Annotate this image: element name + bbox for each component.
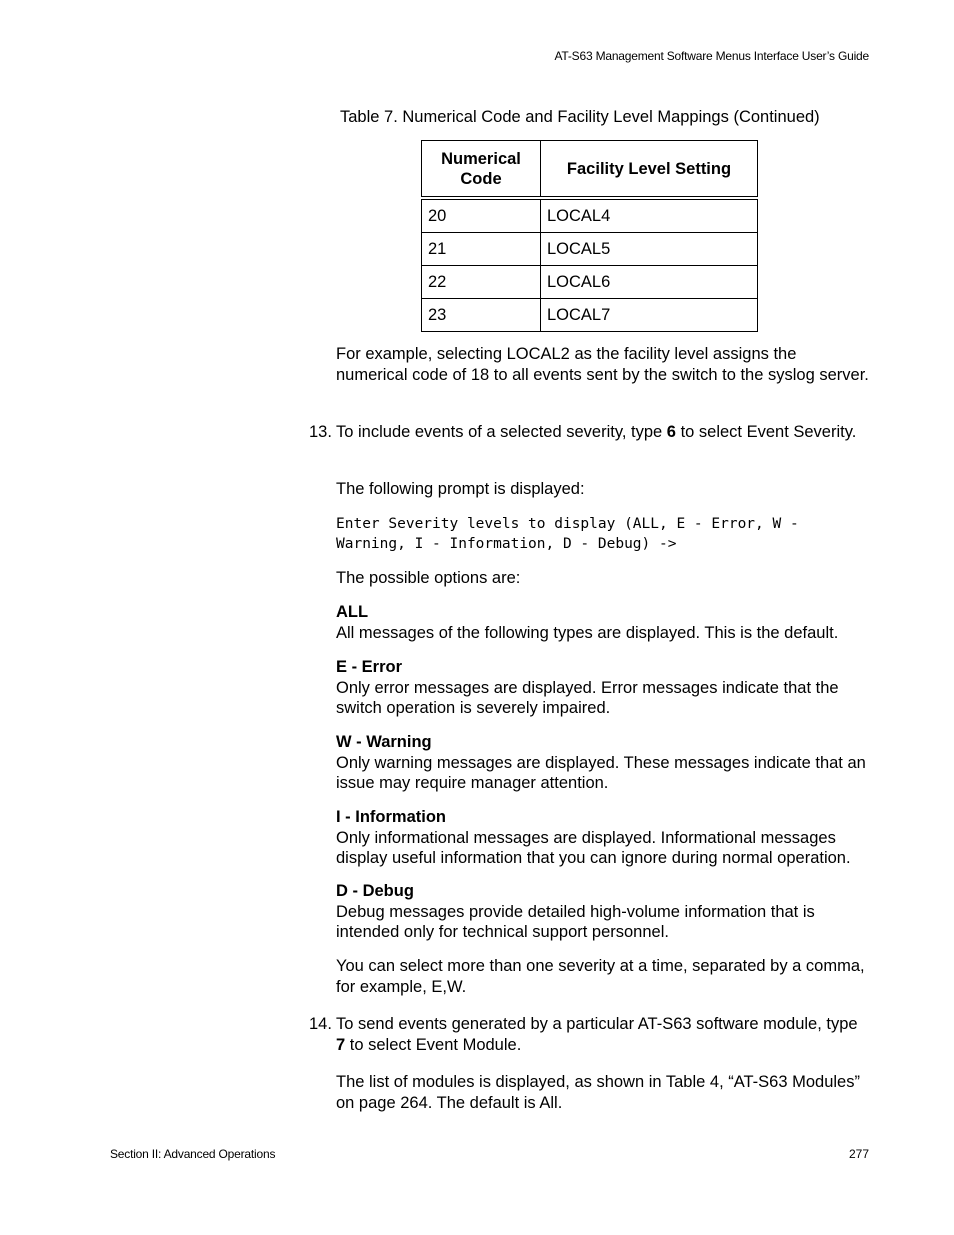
column-header-code: Numerical Code (422, 141, 541, 199)
option-desc: Only informational messages are displayed. Informational messages display useful information that you can ignore during normal operation. (336, 828, 851, 867)
modules-paragraph: The list of modules is displayed, as shown in Table 4, “AT-S63 Modules” on page 264. The default is All. (336, 1073, 860, 1112)
multi-select-paragraph: You can select more than one severity at a time, separated by a comma, for example, E,W. (336, 957, 865, 996)
option-desc: All messages of the following types are displayed. This is the default. (336, 623, 839, 642)
table-row (422, 299, 758, 332)
example-paragraph: For example, selecting LOCAL2 as the facility level assigns the numerical code of 18 to all events sent by the switch to the syslog server. (336, 345, 869, 384)
cell-level: LOCAL4 (541, 198, 758, 233)
page-number: 277 (848, 1147, 869, 1161)
table-row (422, 198, 758, 233)
option-information (336, 807, 871, 869)
column-header-level: Facility Level Setting (541, 141, 758, 199)
options-intro: The possible options are: (336, 569, 521, 587)
option-desc: Debug messages provide detailed high-volume information that is intended only for technical support personnel. (336, 902, 815, 941)
cell-code: 22 (422, 266, 541, 299)
table-caption: Table 7. Numerical Code and Facility Level Mappings (Continued) (340, 108, 820, 126)
option-desc: Only warning messages are displayed. These messages indicate that an issue may require manager attention. (336, 753, 866, 792)
prompt-code: Enter Severity levels to display (ALL, E - Error, W - Warning, I - Information, D - Debug) -> (336, 516, 799, 552)
footer-section: Section II: Advanced Operations (110, 1147, 276, 1161)
cell-code: 23 (422, 299, 541, 332)
step-13-number: 13. (309, 423, 332, 441)
table-header-row (422, 141, 758, 199)
running-header: AT-S63 Management Software Menus Interface User’s Guide (554, 49, 869, 63)
step-14-text: To send events generated by a particular AT-S63 software module, type 7 to select Event Module. (336, 1015, 858, 1054)
cell-level: LOCAL5 (541, 233, 758, 266)
option-warning (336, 732, 871, 794)
option-debug (336, 881, 871, 943)
step-14-number: 14. (309, 1015, 332, 1033)
option-term: W - Warning (336, 733, 432, 751)
facility-mapping-table (421, 140, 758, 332)
table-row (422, 233, 758, 266)
option-desc: Only error messages are displayed. Error messages indicate that the switch operation is severely impaired. (336, 678, 839, 717)
cell-level: LOCAL7 (541, 299, 758, 332)
option-term: E - Error (336, 658, 403, 676)
step-13-text: To include events of a selected severity, type 6 to select Event Severity. (336, 423, 857, 441)
cell-code: 21 (422, 233, 541, 266)
option-term: I - Information (336, 808, 446, 826)
cell-code: 20 (422, 198, 541, 233)
option-term: D - Debug (336, 882, 414, 900)
cell-level: LOCAL6 (541, 266, 758, 299)
option-error (336, 657, 871, 719)
option-term: ALL (336, 603, 369, 621)
table-row (422, 266, 758, 299)
option-all (336, 602, 871, 643)
prompt-intro: The following prompt is displayed: (336, 480, 585, 498)
